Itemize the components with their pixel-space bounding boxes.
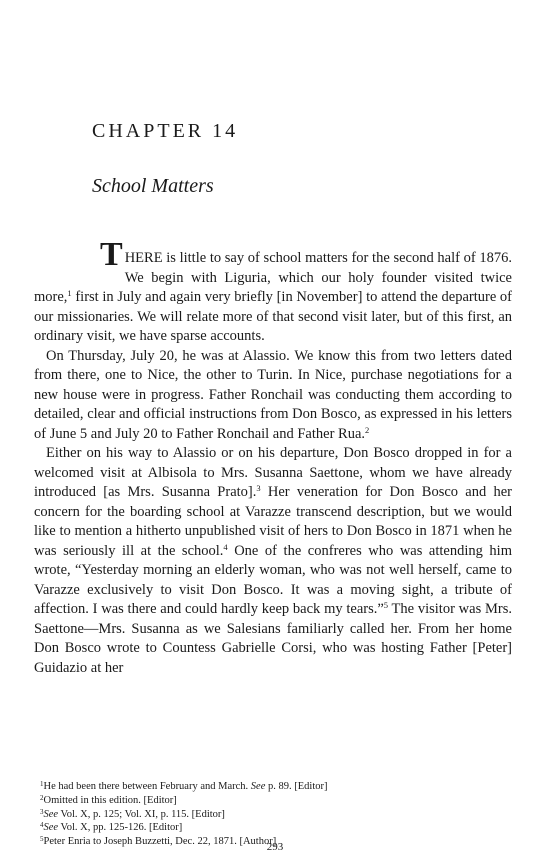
footnote-marker: 4 — [223, 541, 228, 552]
footnote-text: Vol. X, p. 125; Vol. XI, p. 115. [Editor] — [58, 808, 225, 820]
page-number: 293 — [266, 841, 284, 853]
drop-cap: T — [100, 236, 123, 273]
footnote-text: Omitted in this edition. [Editor] — [43, 794, 177, 806]
footnote-number: 4 — [40, 821, 44, 830]
footnote-text: Peter Enria to Joseph Buzzetti, Dec. 22, 1871. [Author] — [43, 836, 277, 848]
body-text — [34, 236, 513, 678]
footnote-text: See — [43, 808, 59, 820]
text-run: One of the confreres who was attending him wrote, “Yesterday morning an elderly woman, who was not well herself, came to Varazze exclusively to visit Don Bosco. It was a moving sight, a tribute of affection. I was there and could hardly keep back my tears.” — [34, 542, 512, 617]
footnote — [40, 807, 510, 821]
footnote-number: 5 — [40, 835, 44, 844]
footnote — [40, 779, 510, 793]
chapter-heading: CHAPTER 14 — [92, 120, 239, 142]
paragraph — [34, 347, 512, 445]
footnote-text: p. 89. [Editor] — [265, 781, 328, 792]
footnote-marker: 5 — [383, 600, 389, 610]
footnotes — [40, 779, 510, 848]
text-run: The visitor was Mrs. Saettone—Mrs. Susanna as we Salesians familiarly called her. From her home Don Bosco wrote to Countess Gabrielle Corsi, who was hosting Father [Peter] Guidazio at her — [34, 601, 512, 676]
footnote-text: Vol. X, pp. 125-126. [Editor] — [58, 822, 183, 834]
paragraph — [34, 444, 512, 678]
text-run: first in July and again very briefly [in November] to attend the departure of our missionaries. We will relate more of that second visit later, but of this first, an ordinary visit, we have sparse accounts. — [34, 289, 512, 344]
footnote-text: He had been there between February and March. — [43, 781, 251, 792]
footnote — [40, 793, 510, 807]
paragraph-content — [34, 348, 512, 442]
paragraph — [34, 236, 512, 347]
text-run: Her veneration for Don Bosco and her concern for the boarding school at Varazze transcend description, but we would like to mention a hitherto unpublished visit of hers to Don Bosco in 1871 when he was seriously ill at the school. — [34, 484, 513, 559]
footnote-marker: 3 — [256, 483, 261, 493]
footnote-text: See — [250, 781, 266, 792]
footnote-number: 3 — [40, 807, 44, 816]
footnote-number: 1 — [40, 780, 44, 788]
footnote-text: See — [43, 822, 59, 834]
text-run: HERE is little to say of school matters for the second half of 1876. We begin with Liguria, which our holy founder visited twice more, — [34, 250, 512, 305]
chapter-title: School Matters — [92, 175, 214, 197]
text-run: Either on his way to Alassio or on his departure, Don Bosco dropped in for a welcomed visit at Albisola to Mrs. Susanna Saettone, whom we have already introduced [as Mrs. Susanna Prato]. — [34, 445, 512, 500]
paragraph-content — [34, 445, 512, 676]
footnote-number: 2 — [40, 793, 44, 802]
footnote-marker: 2 — [365, 424, 370, 435]
footnote-marker: 1 — [67, 288, 72, 298]
footnote — [40, 820, 510, 834]
text-run: On Thursday, July 20, he was at Alassio. We know this from two letters dated from there, one to Nice, the other to Turin. In Nice, purchase negotiations for a new house were in progress. Father Ronchail was conducting them according to detailed, clear and official instructions from Don Bosco, as expressed in his letters of June 5 and July 20 to Father Ronchail and Father Rua. — [34, 347, 512, 442]
